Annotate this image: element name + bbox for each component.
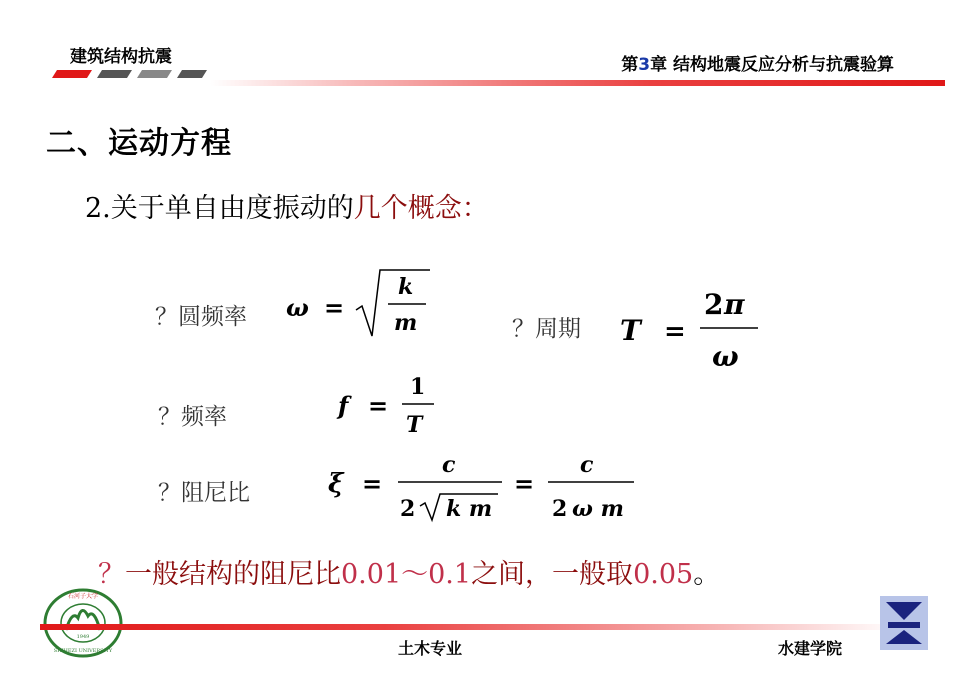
svg-text:c: c: [580, 452, 594, 478]
svg-text:k m: k m: [446, 496, 493, 522]
svg-text:k: k: [398, 274, 414, 300]
slide-title: 二、运动方程: [46, 126, 232, 161]
svg-text:=: =: [362, 469, 383, 498]
period-formula: [616, 282, 766, 374]
svg-text:=: =: [368, 391, 389, 420]
footer-college: 水建学院: [778, 639, 843, 658]
next-slide-button[interactable]: [880, 596, 928, 650]
svg-text:=: =: [324, 293, 345, 322]
svg-text:c: c: [442, 452, 456, 478]
svg-text:m: m: [394, 310, 418, 336]
svg-text:ω: ω: [286, 293, 309, 322]
course-title: 建筑结构抗震: [70, 47, 172, 67]
damping-label: ？阻尼比: [158, 480, 250, 506]
footer-rule: [40, 624, 900, 630]
frequency-label: ？频率: [158, 404, 227, 430]
header-rule: [210, 80, 945, 86]
svg-text:=: =: [514, 469, 535, 498]
logo-name-en: SHIHEZI UNIVERSITY: [53, 648, 113, 654]
svg-text:T: T: [620, 314, 641, 347]
svg-text:2: 2: [400, 496, 416, 522]
omega-formula: [284, 264, 444, 344]
logo-name-cn: 石河子大学: [67, 593, 99, 600]
svg-text:T: T: [406, 412, 423, 438]
svg-text:ω m: ω m: [572, 496, 624, 522]
svg-text:π: π: [724, 288, 745, 321]
damping-note: ？一般结构的阻尼比0.01～0.1之间，一般取0.05。: [98, 559, 721, 590]
footer-major: 土木专业: [398, 639, 463, 658]
logo-year: 1949: [76, 634, 90, 640]
damping-formula: [326, 448, 646, 526]
chapter-title: 第3章 结构地震反应分析与抗震验算: [621, 55, 894, 75]
header-stripes: [52, 70, 212, 78]
svg-text:2: 2: [704, 288, 724, 321]
svg-text:f: f: [338, 391, 349, 420]
svg-text:ξ: ξ: [328, 469, 344, 499]
period-label: ？周期: [512, 316, 581, 342]
svg-text:1: 1: [410, 374, 426, 400]
frequency-formula: [334, 370, 444, 440]
slide-subtitle: 2.关于单自由度振动的几个概念：: [85, 193, 489, 224]
svg-text:2: 2: [552, 496, 568, 522]
university-logo: [42, 588, 124, 658]
svg-text:ω: ω: [712, 340, 739, 373]
omega-label: ？圆频率: [155, 304, 247, 330]
svg-text:=: =: [664, 317, 686, 347]
